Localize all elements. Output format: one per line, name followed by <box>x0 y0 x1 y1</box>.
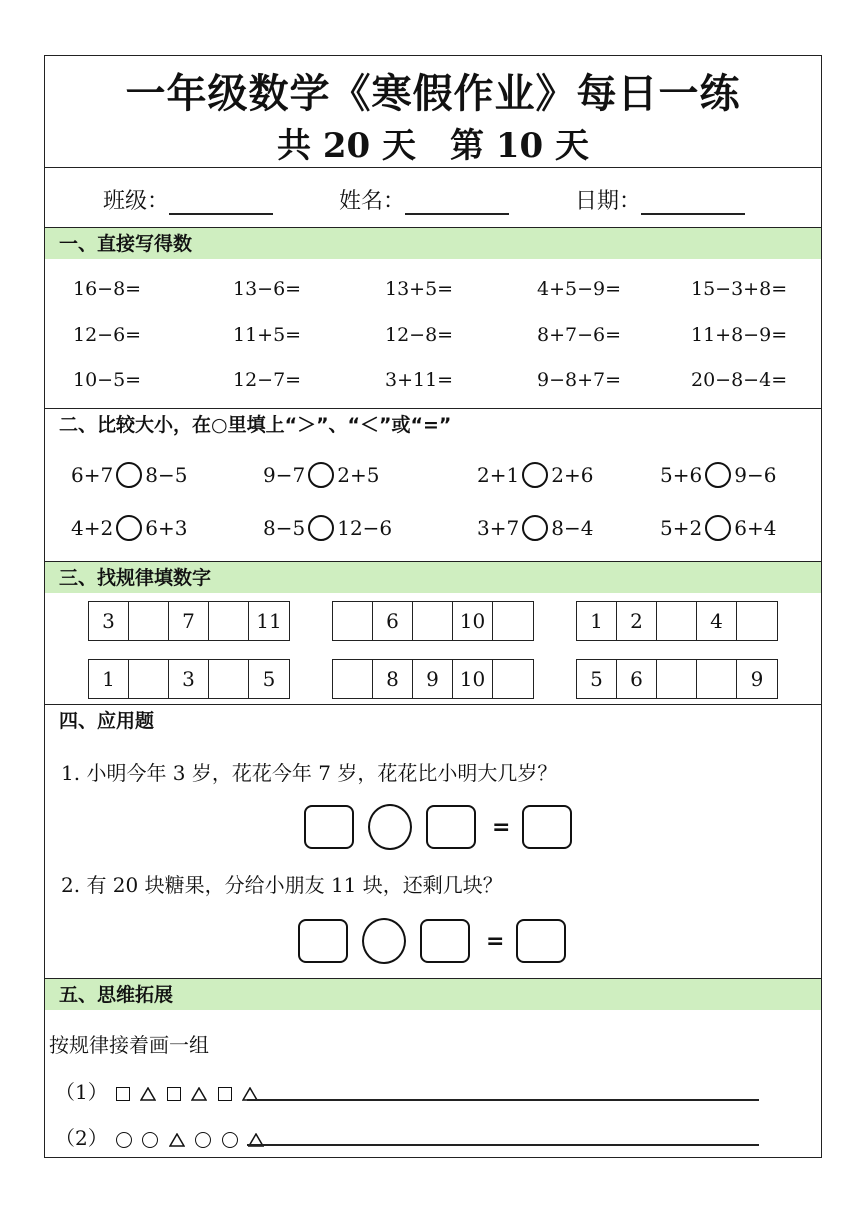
answer-line-1[interactable] <box>247 1099 759 1101</box>
arithmetic-item[interactable]: 8+7−6= <box>537 324 622 346</box>
sequence-cell: 8 <box>373 660 413 698</box>
pattern-row-1 <box>55 1076 260 1105</box>
compare-item <box>477 515 593 541</box>
sequence-cell: 2 <box>617 602 657 640</box>
sequence-blank-cell[interactable] <box>209 660 249 698</box>
arithmetic-item[interactable]: 12−7= <box>233 369 302 391</box>
circle-icon <box>116 1132 132 1148</box>
sequence-blank-cell[interactable] <box>657 602 697 640</box>
sequence-cell: 3 <box>169 660 209 698</box>
class-field[interactable] <box>103 184 273 215</box>
arithmetic-item[interactable]: 9−8+7= <box>537 369 622 391</box>
sequence-blank-cell[interactable] <box>209 602 249 640</box>
compare-circle[interactable] <box>308 462 334 488</box>
sequence-blank-cell[interactable] <box>333 660 373 698</box>
pattern-instruction: 按规律接着画一组 <box>49 1033 209 1057</box>
compare-item <box>71 462 187 488</box>
triangle-icon <box>169 1133 185 1147</box>
worksheet-title: 一年级数学《寒假作业》每日一练 <box>125 70 741 117</box>
triangle-icon <box>140 1087 156 1101</box>
compare-item <box>660 515 776 541</box>
equals-sign: = <box>492 814 511 840</box>
sequence-cell: 9 <box>413 660 453 698</box>
compare-item <box>263 462 379 488</box>
title-block <box>45 56 821 168</box>
section-heading-5: 五、思维拓展 <box>45 978 821 1010</box>
pattern-row-2 <box>55 1122 266 1151</box>
name-blank[interactable] <box>405 193 509 215</box>
circle-icon <box>222 1132 238 1148</box>
arithmetic-item[interactable]: 13−6= <box>233 278 302 300</box>
compare-circle[interactable] <box>522 462 548 488</box>
compare-circle[interactable] <box>522 515 548 541</box>
word-problem-2: 2. 有 20 块糖果，分给小朋友 11 块，还剩几块？ <box>61 873 503 897</box>
circle-icon <box>142 1132 158 1148</box>
compare-item <box>71 515 187 541</box>
sequence-blank-cell[interactable] <box>737 602 777 640</box>
sequence-cell: 11 <box>256 609 282 633</box>
worksheet <box>44 55 822 1158</box>
result-box[interactable] <box>516 919 566 963</box>
class-label: 班级： <box>103 189 170 214</box>
arithmetic-item[interactable]: 11+8−9= <box>691 324 788 346</box>
sequence-blank-cell[interactable] <box>413 602 453 640</box>
compare-right: 6+3 <box>145 516 188 540</box>
sequence-blank-cell[interactable] <box>129 660 169 698</box>
triangle-icon <box>191 1087 207 1101</box>
compare-circle[interactable] <box>705 515 731 541</box>
pattern-label-2: （2） <box>55 1126 108 1150</box>
compare-circle[interactable] <box>705 462 731 488</box>
compare-right: 2+5 <box>337 463 380 487</box>
sequence-strip <box>332 659 534 699</box>
compare-right: 6+4 <box>734 516 777 540</box>
sequence-cell: 7 <box>169 602 209 640</box>
circle-icon <box>195 1132 211 1148</box>
arithmetic-item[interactable]: 13+5= <box>385 278 454 300</box>
pattern-label-1: （1） <box>55 1080 108 1104</box>
number-box[interactable] <box>420 919 470 963</box>
arithmetic-item[interactable]: 11+5= <box>233 324 302 346</box>
name-field[interactable] <box>339 184 509 215</box>
square-icon <box>218 1087 232 1101</box>
compare-item <box>477 462 593 488</box>
compare-circle[interactable] <box>116 515 142 541</box>
date-field[interactable] <box>575 184 745 215</box>
sequence-blank-cell[interactable] <box>657 660 697 698</box>
arithmetic-item[interactable]: 12−6= <box>73 324 142 346</box>
sequence-strip <box>88 601 290 641</box>
sequence-cell: 6 <box>617 660 657 698</box>
compare-left: 6+7 <box>71 463 114 487</box>
sequence-cell: 6 <box>373 602 413 640</box>
compare-left: 4+2 <box>71 516 114 540</box>
sequence-cell: 10 <box>453 660 493 698</box>
arithmetic-item[interactable]: 10−5= <box>73 369 142 391</box>
square-icon <box>116 1087 130 1101</box>
sequence-strip <box>576 601 778 641</box>
sequence-cell: 1 <box>577 602 617 640</box>
compare-left: 3+7 <box>477 516 520 540</box>
sequence-cell: 3 <box>89 602 129 640</box>
sequence-strip <box>576 659 778 699</box>
result-box[interactable] <box>522 805 572 849</box>
compare-left: 8−5 <box>263 516 306 540</box>
compare-circle[interactable] <box>308 515 334 541</box>
compare-left: 5+6 <box>660 463 703 487</box>
arithmetic-item[interactable]: 15−3+8= <box>691 278 788 300</box>
compare-right: 12−6 <box>337 516 393 540</box>
day-counter: 共 20 天 第 10 天 <box>277 126 589 166</box>
word-problem-1: 1. 小明今年 3 岁，花花今年 7 岁，花花比小明大几岁？ <box>61 761 558 785</box>
compare-item <box>660 462 776 488</box>
sequence-cell: 9 <box>750 667 764 691</box>
operator-circle[interactable] <box>362 918 406 964</box>
sequence-blank-cell[interactable] <box>493 602 533 640</box>
arithmetic-item[interactable]: 16−8= <box>73 278 142 300</box>
answer-shapes-2 <box>298 918 580 964</box>
sequence-blank-cell[interactable] <box>129 602 169 640</box>
arithmetic-item[interactable]: 3+11= <box>385 369 454 391</box>
student-info-row <box>45 167 821 227</box>
answer-line-2[interactable] <box>247 1144 759 1146</box>
sequence-blank-cell[interactable] <box>333 602 373 640</box>
sequence-cell: 10 <box>453 602 493 640</box>
sequence-blank-cell[interactable] <box>493 660 533 698</box>
class-blank[interactable] <box>169 193 273 215</box>
number-box[interactable] <box>298 919 348 963</box>
arithmetic-item[interactable]: 4+5−9= <box>537 278 622 300</box>
operator-circle[interactable] <box>368 804 412 850</box>
number-box[interactable] <box>304 805 354 849</box>
section-heading-2: 二、比较大小，在○里填上“＞”、“＜”或“=” <box>45 408 821 440</box>
answer-shapes-1 <box>304 804 586 850</box>
section-heading-1: 一、直接写得数 <box>45 227 821 259</box>
date-label: 日期： <box>575 189 642 214</box>
compare-right: 9−6 <box>734 463 777 487</box>
sequence-strip <box>88 659 290 699</box>
arithmetic-item[interactable]: 20−8−4= <box>691 369 788 391</box>
sequence-cell: 4 <box>697 602 737 640</box>
compare-right: 2+6 <box>551 463 594 487</box>
name-label: 姓名： <box>339 189 406 214</box>
square-icon <box>167 1087 181 1101</box>
compare-right: 8−5 <box>145 463 188 487</box>
number-box[interactable] <box>426 805 476 849</box>
date-blank[interactable] <box>641 193 745 215</box>
sequence-cell: 1 <box>89 660 129 698</box>
compare-circle[interactable] <box>116 462 142 488</box>
compare-item <box>263 515 392 541</box>
sequence-strip <box>332 601 534 641</box>
compare-right: 8−4 <box>551 516 594 540</box>
sequence-blank-cell[interactable] <box>697 660 737 698</box>
compare-left: 5+2 <box>660 516 703 540</box>
sequence-cell: 5 <box>262 667 276 691</box>
compare-left: 2+1 <box>477 463 520 487</box>
compare-left: 9−7 <box>263 463 306 487</box>
section-heading-3: 三、找规律填数字 <box>45 561 821 593</box>
equals-sign: = <box>486 928 505 954</box>
section-heading-4: 四、应用题 <box>45 704 821 736</box>
arithmetic-item[interactable]: 12−8= <box>385 324 454 346</box>
sequence-cell: 5 <box>577 660 617 698</box>
